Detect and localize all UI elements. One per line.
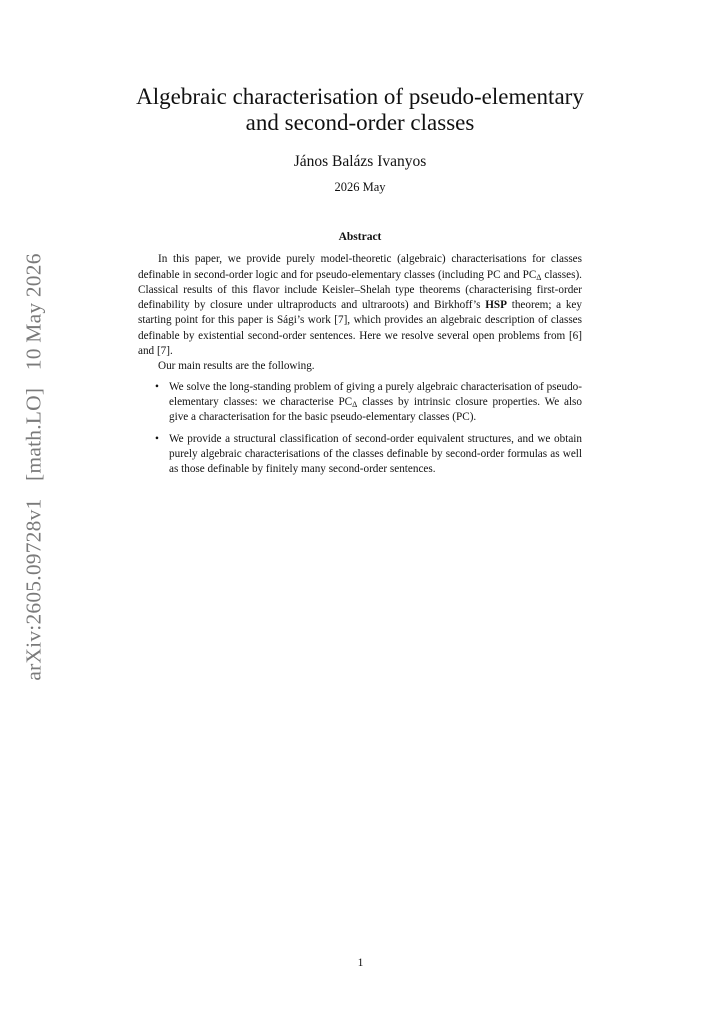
abstract-text: classes). Classical results of this flavor include Keisler–Shelah type theorems (characterising first-order definability by closure under ultraproducts and ultraroots) and Birkhoff’s	[138, 268, 582, 312]
title-line-2: and second-order classes	[245, 110, 475, 135]
delta-subscript: Δ	[536, 272, 542, 282]
bullet-icon: •	[155, 432, 159, 445]
hsp-bold: HSP	[485, 299, 507, 312]
list-item-text: classes by intrinsic closure properties. We also give a characterisation for the basic pseudo-elementary classes (PC).	[169, 395, 583, 424]
paper-date: 2026 May	[334, 180, 386, 194]
abstract-paragraph-1	[138, 252, 582, 359]
bullet-icon: •	[155, 380, 159, 393]
list-item-text: We solve the long-standing problem of giving a purely algebraic characterisation of pseudo-elementary classes: we characterise PC	[169, 380, 582, 408]
main-results-list	[138, 380, 582, 478]
list-item-text: We provide a structural classification of second-order equivalent structures, and we obtain purely algebraic characterisations of the classes definable by second-order formulas as well as those definable by finitely many second-order sentences.	[169, 432, 582, 476]
title-line-1: Algebraic characterisation of pseudo-elementary	[136, 84, 584, 109]
arxiv-date: 10 May 2026	[21, 253, 46, 371]
arxiv-identifier-stamp	[22, 247, 47, 686]
list-item	[138, 380, 582, 426]
abstract-text: In this paper, we provide purely model-theoretic (algebraic) characterisations for classes definable in second-order logic and for pseudo-elementary classes (including PC and PC	[138, 253, 582, 281]
author-name: János Balázs Ivanyos	[293, 153, 427, 170]
paper-title	[100, 84, 620, 136]
abstract-text: theorem; a key starting point for this paper is Sági’s work [7], which provides an algebraic description of classes definable by existential second-order sentences. Here we resolve several open problems from [6] and [7].	[138, 299, 582, 358]
arxiv-category: [math.LO]	[21, 387, 46, 481]
abstract-paragraph-2: Our main results are the following.	[158, 360, 315, 373]
delta-subscript: Δ	[352, 399, 358, 409]
abstract-section	[138, 230, 582, 483]
page-number: 1	[357, 957, 364, 969]
arxiv-id: arXiv:2605.09728v1	[21, 498, 46, 681]
list-item	[138, 432, 582, 478]
abstract-heading: Abstract	[338, 231, 382, 243]
